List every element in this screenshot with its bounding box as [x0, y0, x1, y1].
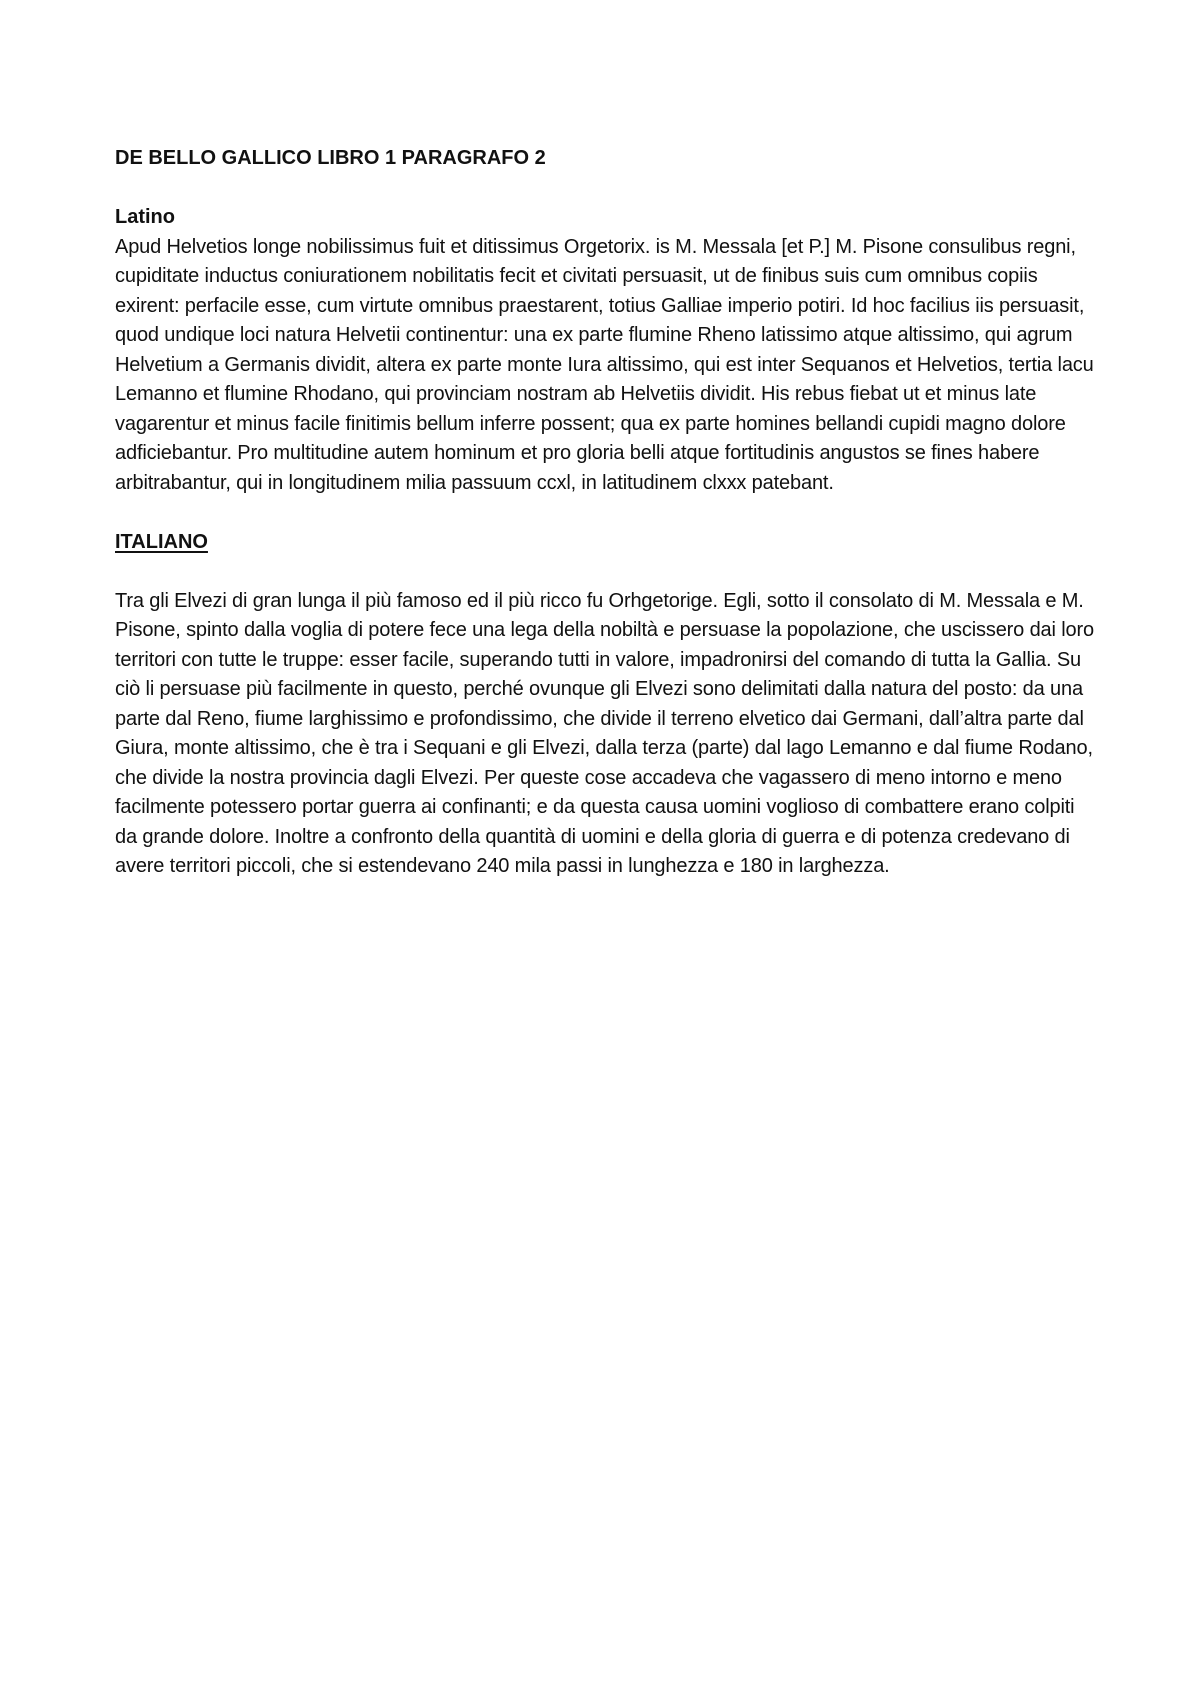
spacer — [115, 498, 1100, 528]
latin-text: Apud Helvetios longe nobilissimus fuit et ditissimus Orgetorix. is M. Messala [et P.] M. Pisone consulibus regni, cupiditate inductus coniurationem nobilitatis fecit et civitati persuasit, ut de finibus suis cum omnibus copiis exirent: perfacile esse, cum virtute omnibus praestarent, totius Galliae imperio potiri. Id hoc facilius iis persuasit, quod undique loci natura Helvetii continentur: una ex parte flumine Rheno latissimo atque altissimo, qui agrum Helvetium a Germanis dividit, altera ex parte monte Iura altissimo, qui est inter Sequanos et Helvetios, tertia lacu Lemanno et flumine Rhodano, qui provinciam nostram ab Helvetiis dividit. His rebus fiebat ut et minus late vagarentur et minus facile finitimis bellum inferre possent; qua ex parte homines bellandi cupidi magno dolore adficiebantur. Pro multitudine autem hominum et pro gloria belli atque fortitudinis angustos se fines habere arbitrabantur, qui in longitudinem milia passuum ccxl, in latitudinem clxxx patebant. — [115, 235, 1094, 494]
italian-heading: ITALIANO — [115, 530, 208, 553]
document-title: DE BELLO GALLICO LIBRO 1 PARAGRAFO 2 — [115, 147, 546, 169]
latin-heading: Latino — [115, 206, 175, 228]
spacer — [115, 174, 1100, 204]
document-body — [115, 144, 1100, 882]
spacer — [115, 557, 1100, 587]
italian-text: Tra gli Elvezi di gran lunga il più famoso ed il più ricco fu Orhgetorige. Egli, sotto il consolato di M. Messala e M. Pisone, spinto dalla voglia di potere fece una lega della nobiltà e persuase la popolazione, che uscissero dai loro territori con tutte le truppe: esser facile, superando tutti in valore, impadronirsi del comando di tutta la Gallia. Su ciò li persuase più facilmente in questo, perché ovunque gli Elvezi sono delimitati dalla natura del posto: da una parte dal Reno, fiume larghissimo e profondissimo, che divide il terreno elvetico dai Germani, dall’altra parte dal Giura, monte altissimo, che è tra i Sequani e gli Elvezi, dalla terza (parte) dal lago Lemanno e dal fiume Rodano, che divide la nostra provincia dagli Elvezi. Per queste cose accadeva che vagassero di meno intorno e meno facilmente potessero portar guerra ai confinanti; e da questa causa uomini voglioso di combattere erano colpiti da grande dolore. Inoltre a confronto della quantità di uomini e della gloria di guerra e di potenza credevano di avere territori piccoli, che si estendevano 240 mila passi in lunghezza e 180 in larghezza. — [115, 589, 1094, 877]
